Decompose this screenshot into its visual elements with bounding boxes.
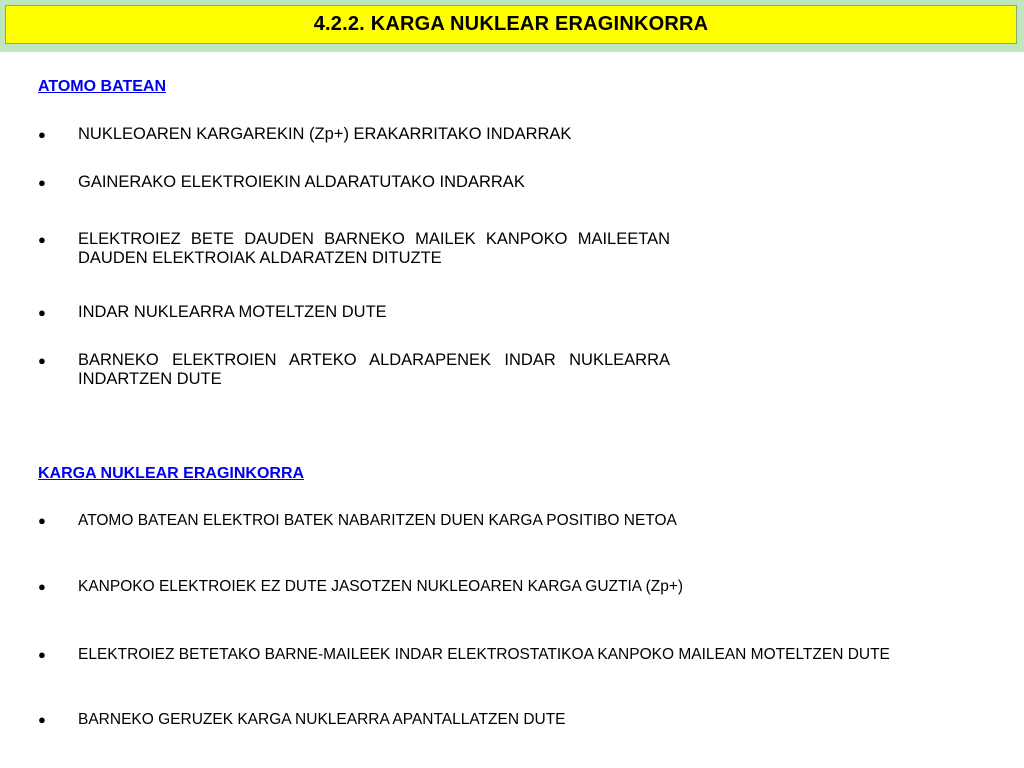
bullet-icon: ● bbox=[38, 175, 46, 190]
list-item-text: ATOMO BATEAN ELEKTROI BATEK NABARITZEN DUEN KARGA POSITIBO NETOA bbox=[78, 512, 677, 529]
bullet-icon: ● bbox=[38, 579, 46, 594]
list-item-text: ELEKTROIEZ BETETAKO BARNE-MAILEEK INDAR ELEKTROSTATIKOA KANPOKO MAILEAN MOTELTZEN DUTE bbox=[78, 646, 890, 663]
bullet-icon: ● bbox=[38, 305, 46, 320]
bullet-icon: ● bbox=[38, 127, 46, 142]
list-item bbox=[38, 710, 984, 729]
bullet-icon: ● bbox=[38, 513, 46, 528]
title-banner bbox=[5, 5, 1017, 44]
page-title: 4.2.2. KARGA NUKLEAR ERAGINKORRA bbox=[313, 13, 709, 35]
list-item bbox=[38, 303, 670, 322]
bullet-icon: ● bbox=[38, 353, 46, 368]
list-item-text: NUKLEOAREN KARGAREKIN (Zp+) ERAKARRITAKO INDARRAK bbox=[78, 125, 572, 143]
list-item-text: KANPOKO ELEKTROIEK EZ DUTE JASOTZEN NUKLEOAREN KARGA GUZTIA (Zp+) bbox=[78, 578, 684, 595]
list-item bbox=[38, 511, 984, 530]
section-link-atomo-batean[interactable]: ATOMO BATEAN bbox=[38, 78, 166, 95]
list-item bbox=[38, 173, 670, 192]
list-item bbox=[38, 577, 984, 596]
title-frame bbox=[0, 0, 1024, 52]
list-item-text: BARNEKO ELEKTROIEN ARTEKO ALDARAPENEK INDAR NUKLEARRA INDARTZEN DUTE bbox=[78, 351, 670, 388]
bullet-icon: ● bbox=[38, 232, 46, 247]
section-link-karga-nuklear[interactable]: KARGA NUKLEAR ERAGINKORRA bbox=[38, 465, 305, 482]
bullet-icon: ● bbox=[38, 712, 46, 727]
list-item bbox=[38, 645, 984, 664]
list-item bbox=[38, 125, 670, 144]
list-item bbox=[38, 230, 670, 268]
list-item-text: INDAR NUKLEARRA MOTELTZEN DUTE bbox=[78, 303, 387, 321]
list-item-text: GAINERAKO ELEKTROIEKIN ALDARATUTAKO INDARRAK bbox=[78, 173, 525, 191]
list-item-text: BARNEKO GERUZEK KARGA NUKLEARRA APANTALLATZEN DUTE bbox=[78, 711, 566, 728]
list-item bbox=[38, 351, 670, 389]
bullet-icon: ● bbox=[38, 647, 46, 662]
list-item-text: ELEKTROIEZ BETE DAUDEN BARNEKO MAILEK KANPOKO MAILEETAN DAUDEN ELEKTROIAK ALDARATZEN DITUZTE bbox=[78, 230, 670, 267]
